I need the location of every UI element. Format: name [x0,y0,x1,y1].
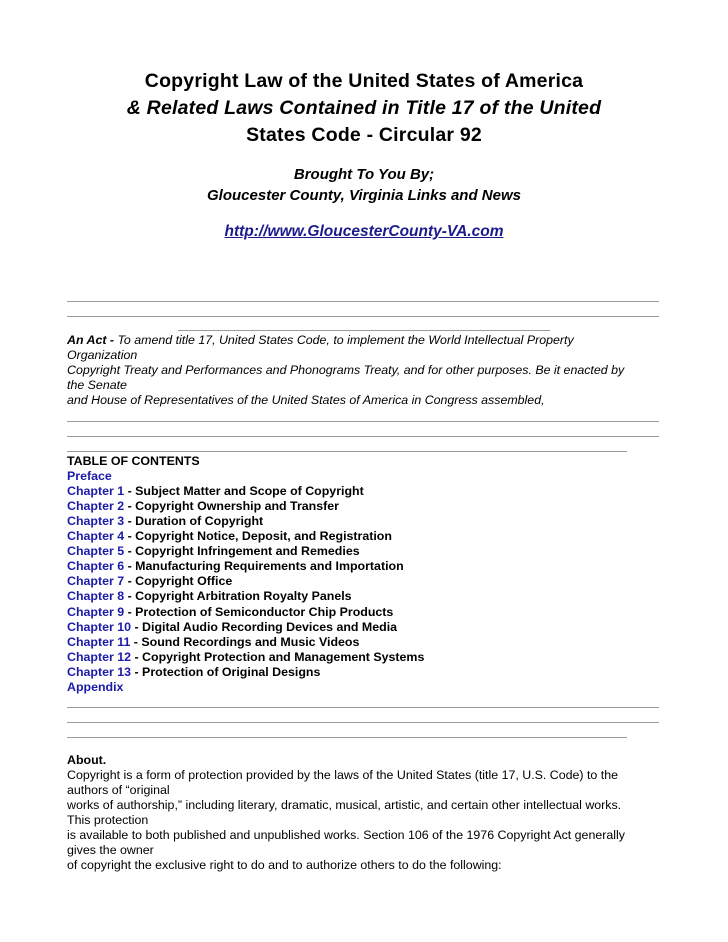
toc-chapter-title: - Manufacturing Requirements and Importation [124,559,404,573]
toc-chapter-title: - Sound Recordings and Music Videos [130,635,360,649]
toc-heading: TABLE OF CONTENTS [67,454,200,468]
toc-chapter-title: - Protection of Semiconductor Chip Products [124,605,394,619]
toc-chapter-title: - Duration of Copyright [124,514,264,528]
toc-chapter-title: - Copyright Notice, Deposit, and Registration [124,529,392,543]
toc-chapter-title: - Subject Matter and Scope of Copyright [124,484,364,498]
toc-item [67,559,404,574]
toc-chapter-title: - Copyright Ownership and Transfer [124,499,339,513]
toc-chapter-title: - Copyright Office [124,574,233,588]
act-line-1 [67,333,574,348]
divider [67,707,659,708]
toc-item [67,635,359,650]
title-line-1: Copyright Law of the United States of America [144,70,584,92]
toc-chapter-3-link[interactable]: Chapter 3 [67,514,125,528]
about-line: authors of “original [67,783,170,797]
title-line-3: States Code - Circular 92 [246,124,482,146]
toc-item [67,499,339,514]
act-line-3: Copyright Treaty and Performances and Phonograms Treaty, and for other purposes. Be it enacted by [67,363,625,377]
toc-item [67,589,352,604]
toc-chapter-title: - Copyright Protection and Management Systems [131,650,425,664]
toc-chapter-title: - Copyright Infringement and Remedies [124,544,360,558]
about-heading: About. [67,753,107,767]
toc-chapter-7-link[interactable]: Chapter 7 [67,574,125,588]
toc-chapter-2-link[interactable]: Chapter 2 [67,499,125,513]
toc-item [67,544,360,559]
toc-chapter-9-link[interactable]: Chapter 9 [67,605,125,619]
toc-item [67,514,263,529]
toc-chapter-title: - Protection of Original Designs [131,665,321,679]
toc-chapter-6-link[interactable]: Chapter 6 [67,559,125,573]
toc-item [67,484,364,499]
toc-item [67,574,232,589]
act-text: To amend title 17, United States Code, to implement the World Intellectual Property [117,333,574,347]
about-line: of copyright the exclusive right to do and to authorize others to do the following: [67,858,502,872]
toc-item [67,605,393,620]
brought-by: Brought To You By; [293,166,435,183]
title-line-2: & Related Laws Contained in Title 17 of the United [126,97,602,119]
act-line-4: the Senate [67,378,127,392]
act-lead: An Act - [67,333,115,347]
toc-chapter-8-link[interactable]: Chapter 8 [67,589,125,603]
toc-appendix-link[interactable]: Appendix [67,680,124,694]
divider [67,316,659,317]
about-line: works of authorship,” including literary, dramatic, musical, artistic, and certain other intellectual works. [67,798,622,812]
toc-chapter-title: - Copyright Arbitration Royalty Panels [124,589,352,603]
about-line: This protection [67,813,149,827]
divider [178,330,550,331]
toc-chapter-11-link[interactable]: Chapter 11 [67,635,131,649]
divider [67,301,659,302]
toc-item [67,529,392,544]
toc-chapter-5-link[interactable]: Chapter 5 [67,544,125,558]
divider [67,451,627,452]
act-line-5: and House of Representatives of the United States of America in Congress assembled, [67,393,545,407]
divider [67,436,659,437]
toc-chapter-1-link[interactable]: Chapter 1 [67,484,125,498]
toc-chapter-12-link[interactable]: Chapter 12 [67,650,132,664]
about-line: is available to both published and unpublished works. Section 106 of the 1976 Copyright Act generally [67,828,625,842]
toc-item [67,650,424,665]
site-name: Gloucester County, Virginia Links and News [207,187,521,204]
toc-chapter-10-link[interactable]: Chapter 10 [67,620,132,634]
toc-item [67,620,397,635]
site-url-link[interactable]: http://www.GloucesterCounty-VA.com [224,223,504,240]
toc-item [67,665,320,680]
act-line-2: Organization [67,348,138,362]
toc-chapter-4-link[interactable]: Chapter 4 [67,529,125,543]
about-line: Copyright is a form of protection provided by the laws of the United States (title 17, U.S. Code) to the [67,768,618,782]
divider [67,421,659,422]
divider [67,722,659,723]
divider [67,737,627,738]
about-line: gives the owner [67,843,154,857]
toc-chapter-title: - Digital Audio Recording Devices and Media [131,620,398,634]
toc-chapter-13-link[interactable]: Chapter 13 [67,665,132,679]
toc-preface-link[interactable]: Preface [67,469,112,483]
